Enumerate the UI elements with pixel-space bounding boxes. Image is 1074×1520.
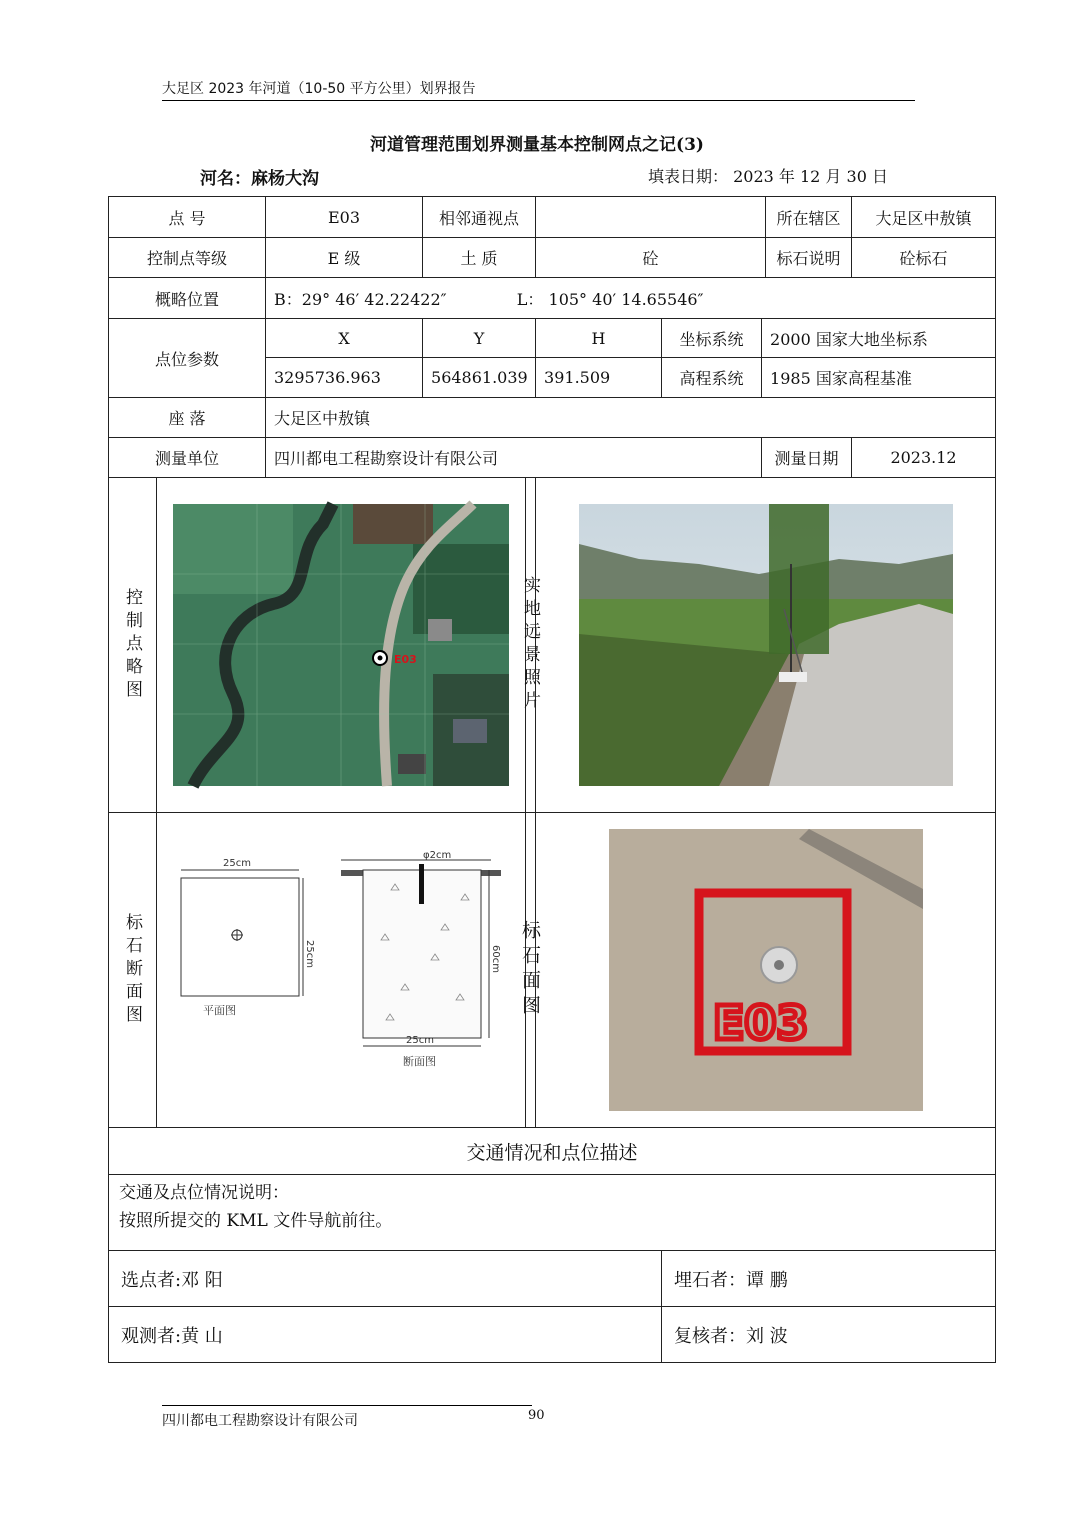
stone-face-cell bbox=[536, 813, 996, 1128]
description-heading: 交通情况和点位描述 bbox=[109, 1128, 996, 1175]
plan-view-icon bbox=[181, 878, 299, 996]
footer-text: 四川都电工程勘察设计有限公司 bbox=[162, 1413, 358, 1429]
face-label: 标石面图 bbox=[526, 813, 536, 1128]
params-label: 点位参数 bbox=[109, 319, 266, 398]
soil-value: 砼 bbox=[536, 238, 766, 278]
location-value bbox=[266, 278, 996, 319]
elev-system-value: 1985 国家高程基准 bbox=[762, 358, 996, 398]
photo-label: 实地远景照片 bbox=[526, 478, 536, 813]
sketch-map-cell bbox=[157, 478, 526, 813]
observer: 观测者:黄 山 bbox=[109, 1307, 662, 1363]
h-value: 391.509 bbox=[536, 358, 662, 398]
section-width-label: 25cm bbox=[406, 1035, 434, 1046]
form-title: 河道管理范围划界测量基本控制网点之记(3) bbox=[370, 135, 704, 155]
stone-section-drawing bbox=[161, 850, 521, 1090]
sketch-label: 控制点略图 bbox=[109, 478, 157, 813]
satellite-map bbox=[173, 504, 509, 786]
y-header: Y bbox=[423, 319, 536, 358]
coord-system-label: 坐标系统 bbox=[662, 319, 762, 358]
section-label: 标石断面图 bbox=[109, 813, 157, 1128]
coord-system-value: 2000 国家大地坐标系 bbox=[762, 319, 996, 358]
river-name: 河名：麻杨大沟 bbox=[200, 169, 319, 189]
survey-date-value: 2023.12 bbox=[852, 438, 996, 478]
plan-side-label: 25cm bbox=[304, 940, 315, 968]
h-header: H bbox=[536, 319, 662, 358]
description-body bbox=[109, 1175, 996, 1251]
x-header: X bbox=[266, 319, 423, 358]
site-photo bbox=[579, 504, 953, 786]
district-value: 大足区中敖镇 bbox=[852, 197, 996, 238]
photo-cell bbox=[536, 478, 996, 813]
point-id-label: 点 号 bbox=[109, 197, 266, 238]
point-id: E03 bbox=[266, 197, 423, 238]
page-number: 90 bbox=[528, 1408, 545, 1423]
adjacent-label: 相邻通视点 bbox=[423, 197, 536, 238]
location-label: 概略位置 bbox=[109, 278, 266, 319]
rod-diameter-label: φ2cm bbox=[423, 850, 452, 861]
control-point-table bbox=[108, 196, 996, 1363]
unit-label: 测量单位 bbox=[109, 438, 266, 478]
map-point-label: E03 bbox=[394, 653, 417, 666]
y-value: 564861.039 bbox=[423, 358, 536, 398]
description-line-1: 交通及点位情况说明： bbox=[119, 1183, 289, 1203]
latitude: B：29° 46′ 42.22422″ bbox=[274, 289, 447, 309]
stone-face-photo bbox=[609, 829, 923, 1111]
fill-date: 填表日期： 2023 年 12 月 30 日 bbox=[648, 167, 888, 186]
district-label: 所在辖区 bbox=[766, 197, 852, 238]
description-line-2: 按照所提交的 KML 文件导航前往。 bbox=[119, 1211, 393, 1231]
header-text: 大足区 2023 年河道（10-50 平方公里）划界报告 bbox=[162, 81, 476, 97]
elev-system-label: 高程系统 bbox=[662, 358, 762, 398]
unit-value: 四川都电工程勘察设计有限公司 bbox=[266, 438, 762, 478]
stone-desc-label: 标石说明 bbox=[766, 238, 852, 278]
longitude: L： 105° 40′ 14.65546″ bbox=[516, 289, 704, 309]
site-picker: 选点者:邓 阳 bbox=[109, 1251, 662, 1307]
grade-value: E 级 bbox=[266, 238, 423, 278]
stone-mark-text: E03 bbox=[712, 996, 808, 1050]
section-drawing-cell bbox=[157, 813, 526, 1128]
plan-caption: 平面图 bbox=[203, 1004, 236, 1017]
survey-date-label: 测量日期 bbox=[762, 438, 852, 478]
page-footer bbox=[162, 1405, 532, 1429]
plan-width-label: 25cm bbox=[223, 858, 251, 869]
page-header bbox=[162, 76, 915, 101]
grade-label: 控制点等级 bbox=[109, 238, 266, 278]
checker: 复核者：刘 波 bbox=[662, 1307, 996, 1363]
adjacent-value bbox=[536, 197, 766, 238]
seat-label: 座 落 bbox=[109, 398, 266, 438]
x-value: 3295736.963 bbox=[266, 358, 423, 398]
stone-desc-value: 砼标石 bbox=[852, 238, 996, 278]
soil-label: 土 质 bbox=[423, 238, 536, 278]
stone-burier: 埋石者：谭 鹏 bbox=[662, 1251, 996, 1307]
depth-label: 60cm bbox=[490, 945, 501, 973]
section-caption: 断面图 bbox=[403, 1055, 436, 1068]
seat-value: 大足区中敖镇 bbox=[266, 398, 996, 438]
